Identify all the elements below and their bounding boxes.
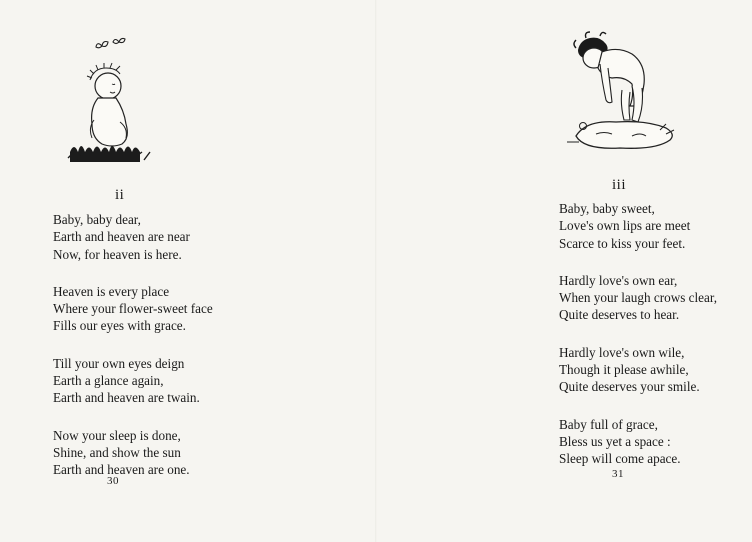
poem-line: Scarce to kiss your feet. — [559, 235, 686, 251]
poem-line: Sleep will come apace. — [559, 451, 681, 467]
poem-line: Quite deserves your smile. — [559, 379, 700, 395]
section-numeral: iii — [612, 177, 627, 193]
poem-line: Till your own eyes deign — [53, 355, 185, 371]
stanza — [559, 344, 717, 396]
poem-line: Earth and heaven are near — [53, 229, 190, 245]
poem-line: Baby, baby dear, — [53, 212, 141, 227]
poem-line: Baby, baby sweet, — [559, 201, 655, 216]
poem-line: Quite deserves to hear. — [559, 307, 680, 323]
stanza — [53, 283, 213, 335]
section-numeral: ii — [115, 187, 125, 203]
poem-ii — [53, 211, 213, 499]
poem-line: Now your sleep is done, — [53, 427, 181, 443]
poem-line: Earth and heaven are twain. — [53, 390, 200, 406]
poem-line: Now, for heaven is here. — [53, 246, 182, 262]
right-page — [376, 0, 752, 542]
poem-line: Shine, and show the sun — [53, 444, 181, 460]
poem-line: Hardly love's own wile, — [559, 344, 685, 360]
poem-line: Bless us yet a space : — [559, 433, 671, 449]
poem-line: Baby full of grace, — [559, 416, 658, 432]
poem-iii — [559, 200, 717, 488]
stanza — [53, 427, 213, 479]
stanza — [559, 200, 717, 252]
poem-line: Fills our eyes with grace. — [53, 318, 186, 334]
baby-with-butterflies-illustration — [64, 34, 154, 170]
poem-line: Earth and heaven are one. — [53, 462, 190, 478]
page-number: 30 — [107, 475, 119, 487]
poem-line: Though it please awhile, — [559, 362, 689, 378]
poem-line: When your laugh crows clear, — [559, 290, 718, 306]
poem-line: Heaven is every place — [53, 283, 170, 299]
poem-line: Hardly love's own ear, — [559, 272, 678, 288]
poem-line: Where your flower-sweet face — [53, 301, 213, 317]
stanza — [559, 416, 717, 468]
stanza — [559, 272, 717, 324]
poem-line: Earth a glance again, — [53, 373, 164, 389]
stanza — [53, 211, 213, 263]
stanza — [53, 355, 213, 407]
page-number: 31 — [612, 468, 624, 480]
poem-line: Love's own lips are meet — [559, 218, 691, 234]
baby-on-rock-illustration — [566, 30, 686, 160]
